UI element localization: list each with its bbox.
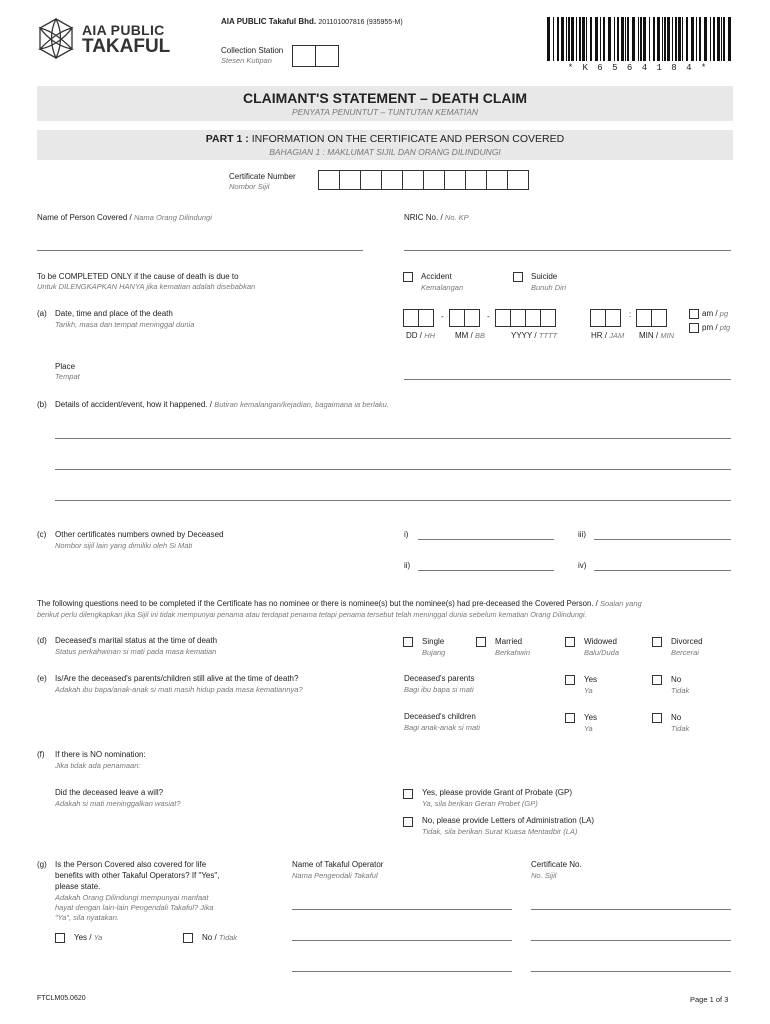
collection-label-my: Stesen Kutipan — [221, 56, 272, 65]
parents-yes-label: Yes — [584, 675, 598, 684]
am-label — [702, 309, 728, 318]
barcode-bar — [590, 17, 592, 61]
e-label: (e) — [37, 674, 47, 683]
parents-yes-checkbox[interactable] — [565, 675, 575, 685]
divorced-checkbox[interactable] — [652, 637, 662, 647]
hr-caption — [591, 331, 624, 340]
widowed-label: Widowed — [584, 637, 617, 646]
e-question-my: Adakah ibu bapa/anak-anak si mati masih hidup pada masa kematiannya? — [55, 685, 303, 694]
g-no-checkbox[interactable] — [183, 933, 193, 943]
nric-field[interactable] — [404, 250, 731, 251]
yyyy-caption-en: YYYY / — [511, 331, 539, 340]
cert-i-field[interactable] — [418, 539, 554, 540]
details-line-2[interactable] — [55, 469, 731, 470]
min-caption — [639, 331, 674, 340]
hour-boxes[interactable] — [590, 309, 620, 327]
g-yes-checkbox[interactable] — [55, 933, 65, 943]
cert-iii-label: iii) — [578, 530, 586, 539]
barcode-bar — [696, 17, 697, 61]
person-name-field[interactable] — [37, 250, 363, 251]
barcode-bar — [717, 17, 720, 61]
notice-text-en: The following questions need to be completed if the Certificate has no nominee or there is nominee(s) but the nominee(s) had pre-deceased the Covered Person. / — [37, 599, 600, 608]
cert-box[interactable] — [465, 170, 487, 190]
letters-admin-label: No, please provide Letters of Administration (LA) — [422, 816, 595, 825]
cert-ii-field[interactable] — [418, 570, 554, 571]
barcode-bar — [571, 17, 574, 61]
certno-field-3[interactable] — [531, 971, 731, 972]
cert-box[interactable] — [381, 170, 403, 190]
page-number: Page 1 of 3 — [690, 995, 729, 1004]
g-question-my-3: "Ya", sila nyatakan. — [55, 913, 119, 922]
divorced-label: Divorced — [671, 637, 703, 646]
d-question-my: Status perkahwinan si mati pada masa kematian — [55, 647, 217, 656]
min-caption-en: MIN / — [639, 331, 661, 340]
c-question: Other certificates numbers owned by Deceased — [55, 530, 224, 539]
barcode-bar — [699, 17, 701, 61]
married-label-my: Berkahwin — [495, 648, 531, 657]
g-question-my-1: Adakah Orang Dilindungi mempunyai manfaat — [55, 893, 209, 902]
minute-boxes[interactable] — [636, 309, 666, 327]
part1-title-my: BAHAGIAN 1 : MAKLUMAT SIJIL DAN ORANG DILINDUNGI — [269, 147, 501, 157]
operator-field-1[interactable] — [292, 909, 512, 910]
year-box[interactable] — [510, 309, 526, 327]
grant-probate-checkbox[interactable] — [403, 789, 413, 799]
collection-station-boxes[interactable] — [292, 45, 338, 67]
accident-label: Accident — [421, 272, 452, 281]
date-dash-2: - — [487, 312, 490, 321]
notice-text-my1: Soalan yang — [600, 599, 642, 608]
suicide-label: Suicide — [531, 272, 558, 281]
mm-caption-en: MM / — [455, 331, 475, 340]
cert-box[interactable] — [402, 170, 424, 190]
barcode-bar — [728, 17, 731, 61]
g-no-label-my: Tidak — [218, 933, 238, 942]
collection-label: Collection Station — [221, 46, 284, 55]
barcode-bar — [553, 17, 554, 61]
grant-probate-label-my: Ya, sila berikan Geran Probet (GP) — [422, 799, 538, 808]
g-yes-label-my: Ya — [93, 933, 103, 942]
operator-field-2[interactable] — [292, 940, 512, 941]
am-checkbox[interactable] — [689, 309, 699, 319]
children-no-checkbox[interactable] — [652, 713, 662, 723]
parents-no-label: No — [671, 675, 682, 684]
cause-label-my: Untuk DILENGKAPKAN HANYA jika kematian adalah disebabkan — [37, 282, 256, 291]
collection-box-2[interactable] — [315, 45, 339, 67]
cert-box[interactable] — [423, 170, 445, 190]
g-question-1: Is the Person Covered also covered for life — [55, 860, 207, 869]
g-yes-label — [74, 933, 102, 942]
certno-field-1[interactable] — [531, 909, 731, 910]
children-label-my: Bagi anak-anak si mati — [404, 723, 480, 732]
barcode-bar — [664, 17, 666, 61]
barcode-bar — [566, 17, 567, 61]
parents-no-label-my: Tidak — [671, 686, 690, 695]
time-colon: : — [629, 310, 632, 319]
children-label: Deceased's children — [404, 712, 476, 721]
c-label: (c) — [37, 530, 47, 539]
single-checkbox[interactable] — [403, 637, 413, 647]
will-question-my: Adakah si mati meninggalkan wasiat? — [55, 799, 181, 808]
cert-ii-label: ii) — [404, 561, 411, 570]
nric-label-my: No. KP — [444, 213, 469, 222]
barcode-bar — [675, 17, 677, 61]
cert-label: Certificate Number — [229, 172, 296, 181]
suicide-label-my: Bunuh Diri — [531, 283, 567, 292]
barcode-bar — [582, 17, 585, 61]
part1-heading — [37, 133, 733, 145]
barcode-bar — [643, 17, 646, 61]
barcode-bar — [557, 17, 559, 61]
hr-caption-en: HR / — [591, 331, 610, 340]
cert-box[interactable] — [507, 170, 529, 190]
cert-i-label: i) — [404, 530, 409, 539]
a-question-my: Tarikh, masa dan tempat meninggal dunia — [55, 320, 195, 329]
dd-caption-en: DD / — [406, 331, 425, 340]
month-boxes[interactable] — [449, 309, 479, 327]
hr-caption-my: JAM — [609, 331, 625, 340]
b-question — [55, 400, 389, 409]
barcode-bar — [672, 17, 673, 61]
certno-header-my: No. Sijil — [531, 871, 557, 880]
pm-label — [702, 323, 730, 332]
will-question: Did the deceased leave a will? — [55, 788, 164, 797]
barcode-bar — [691, 17, 694, 61]
barcode-bar — [686, 17, 688, 61]
date-dash-1: - — [441, 312, 444, 321]
nric-label-en: NRIC No. / — [404, 213, 445, 222]
barcode-bar — [568, 17, 570, 61]
barcode-bar — [640, 17, 642, 61]
pm-label-en: pm / — [702, 323, 720, 332]
barcode-bar — [561, 17, 564, 61]
barcode-bar — [586, 17, 587, 61]
day-boxes[interactable] — [403, 309, 433, 327]
pm-label-my: ptg — [719, 323, 731, 332]
barcode-bar — [576, 17, 577, 61]
g-question-3: please state. — [55, 882, 101, 891]
person-label-my: Nama Orang Dilindungi — [133, 213, 212, 222]
cert-box[interactable] — [486, 170, 508, 190]
month-box[interactable] — [464, 309, 480, 327]
minute-box[interactable] — [651, 309, 667, 327]
day-box[interactable] — [403, 309, 419, 327]
barcode-text: * K 6 5 6 4 1 8 4 * — [567, 63, 709, 73]
barcode-bar — [614, 17, 615, 61]
day-box[interactable] — [418, 309, 434, 327]
c-question-my: Nombor sijil lain yang dimiliki oleh Si Mati — [55, 541, 193, 550]
yyyy-caption-my: TTTT — [538, 331, 558, 340]
operator-header-my: Nama Pengendali Takaful — [292, 871, 378, 880]
parents-label-my: Bagi ibu bapa si mati — [404, 685, 474, 694]
g-label: (g) — [37, 860, 47, 869]
pm-checkbox[interactable] — [689, 323, 699, 333]
barcode-bar — [617, 17, 619, 61]
single-label-my: Bujang — [422, 648, 446, 657]
company-logo — [36, 17, 186, 61]
e-question: Is/Are the deceased's parents/children still alive at the time of death? — [55, 674, 299, 683]
barcode-bar — [657, 17, 660, 61]
certificate-number-boxes[interactable] — [318, 170, 528, 190]
form-title: CLAIMANT'S STATEMENT – DEATH CLAIM — [242, 90, 528, 106]
parents-no-checkbox[interactable] — [652, 675, 662, 685]
f-question: If there is NO nomination: — [55, 750, 146, 759]
yyyy-caption — [511, 331, 557, 340]
min-caption-my: MIN — [660, 331, 675, 340]
children-yes-label: Yes — [584, 713, 598, 722]
barcode-bar — [621, 17, 624, 61]
minute-box[interactable] — [636, 309, 652, 327]
letters-admin-label-my: Tidak, sila berikan Surat Kuasa Mentadbir (LA) — [422, 827, 578, 836]
company-reg: 201101007816 (935955-M) — [318, 19, 403, 26]
b-label: (b) — [37, 400, 47, 409]
children-no-label: No — [671, 713, 682, 722]
barcode-bar — [653, 17, 655, 61]
barcode-bar — [662, 17, 663, 61]
g-no-label — [202, 933, 237, 942]
am-label-en: am / — [702, 309, 720, 318]
person-label — [37, 213, 212, 222]
notice-text-my2: berikut perlu dilengkapkan jika Sijil ini tidak mempunyai penama atau terdapat penama tetapi penama tersebut telah meninggal dunia sebelum kematian Orang Dilindungi. — [37, 610, 587, 619]
children-yes-label-my: Ya — [584, 724, 593, 733]
barcode-bar — [627, 17, 629, 61]
month-box[interactable] — [449, 309, 465, 327]
barcode-icon — [545, 17, 731, 63]
cert-box[interactable] — [444, 170, 466, 190]
logo-line1: AIA PUBLIC — [82, 22, 165, 38]
b-question-my: Butiran kemalangan/kejadian, bagaimana ia berlaku. — [214, 400, 389, 409]
company-name: AIA PUBLIC Takaful Bhd. — [221, 17, 317, 26]
certno-field-2[interactable] — [531, 940, 731, 941]
form-code: FTCLM05.0620 — [37, 995, 86, 1002]
am-label-my: pg — [719, 309, 729, 318]
barcode-bar — [595, 17, 598, 61]
person-label-en: Name of Person Covered / — [37, 213, 134, 222]
barcode-bar — [704, 17, 707, 61]
children-yes-checkbox[interactable] — [565, 713, 575, 723]
cert-iii-field[interactable] — [594, 539, 731, 540]
accident-label-my: Kemalangan — [421, 283, 464, 292]
g-question-2: benefits with other Takaful Operators? If "Yes", — [55, 871, 220, 880]
widowed-label-my: Balu/Duda — [584, 648, 620, 657]
a-label: (a) — [37, 309, 47, 318]
barcode-bar — [710, 17, 711, 61]
barcode-bar — [638, 17, 639, 61]
mm-caption — [455, 331, 485, 340]
barcode-bar — [649, 17, 650, 61]
single-label: Single — [422, 637, 445, 646]
place-label-my: Tempat — [55, 372, 80, 381]
g-question-my-2: hayat dengan lain-lain Pengendali Takaful? Jika — [55, 903, 214, 912]
operator-field-3[interactable] — [292, 971, 512, 972]
details-line-3[interactable] — [55, 500, 731, 501]
barcode-bar — [547, 17, 550, 61]
nric-label — [404, 213, 469, 222]
married-checkbox[interactable] — [476, 637, 486, 647]
widowed-checkbox[interactable] — [565, 637, 575, 647]
place-label: Place — [55, 362, 76, 371]
parents-yes-label-my: Ya — [584, 686, 593, 695]
barcode-bar — [632, 17, 635, 61]
parents-label: Deceased's parents — [404, 674, 475, 683]
a-question: Date, time and place of the death — [55, 309, 173, 318]
cert-box[interactable] — [339, 170, 361, 190]
logo-line2: TAKAFUL — [82, 36, 171, 57]
operator-header: Name of Takaful Operator — [292, 860, 384, 869]
children-no-label-my: Tidak — [671, 724, 690, 733]
g-yes-label-en: Yes / — [74, 933, 94, 942]
barcode-bar — [603, 17, 605, 61]
cert-box[interactable] — [360, 170, 382, 190]
form-title-my: PENYATA PENUNTUT – TUNTUTAN KEMATIAN — [291, 107, 479, 117]
lotus-logo-icon — [36, 17, 76, 61]
year-box[interactable] — [495, 309, 511, 327]
barcode-bar — [667, 17, 670, 61]
barcode-bar — [723, 17, 725, 61]
f-question-my: Jika tidak ada penamaan: — [55, 761, 141, 770]
cert-iv-label: iv) — [578, 561, 587, 570]
dd-caption-my: HH — [424, 331, 436, 340]
company-info — [221, 17, 403, 26]
barcode — [545, 17, 731, 77]
barcode-bar — [678, 17, 681, 61]
d-label: (d) — [37, 636, 47, 645]
notice-text — [37, 599, 642, 608]
cert-label-my: Nombor Sijil — [229, 182, 270, 191]
barcode-bar — [579, 17, 581, 61]
details-line-1[interactable] — [55, 438, 731, 439]
barcode-bar — [625, 17, 626, 61]
cert-box[interactable] — [318, 170, 340, 190]
hour-box[interactable] — [590, 309, 606, 327]
cert-iv-field[interactable] — [594, 570, 731, 571]
barcode-bar — [608, 17, 611, 61]
hour-box[interactable] — [605, 309, 621, 327]
barcode-bar — [682, 17, 683, 61]
b-question-en: Details of accident/event, how it happened. / — [55, 400, 215, 409]
part1-title: INFORMATION ON THE CERTIFICATE AND PERSON COVERED — [251, 133, 565, 145]
letters-admin-checkbox[interactable] — [403, 817, 413, 827]
year-boxes[interactable] — [495, 309, 555, 327]
collection-box-1[interactable] — [292, 45, 316, 67]
mm-caption-my: BB — [475, 331, 486, 340]
year-box[interactable] — [525, 309, 541, 327]
part1-label: PART 1 : — [205, 133, 249, 145]
barcode-bar — [713, 17, 715, 61]
certno-header: Certificate No. — [531, 860, 582, 869]
cause-label: To be COMPLETED ONLY if the cause of death is due to — [37, 272, 239, 281]
g-no-label-en: No / — [202, 933, 219, 942]
divorced-label-my: Bercerai — [671, 648, 699, 657]
year-box[interactable] — [540, 309, 556, 327]
accident-checkbox[interactable] — [403, 272, 413, 282]
barcode-bar — [721, 17, 722, 61]
grant-probate-label: Yes, please provide Grant of Probate (GP) — [422, 788, 573, 797]
barcode-bar — [600, 17, 601, 61]
married-label: Married — [495, 637, 523, 646]
dd-caption — [406, 331, 435, 340]
f-label: (f) — [37, 750, 45, 759]
d-question: Deceased's marital status at the time of death — [55, 636, 218, 645]
place-field[interactable] — [404, 379, 731, 380]
suicide-checkbox[interactable] — [513, 272, 523, 282]
